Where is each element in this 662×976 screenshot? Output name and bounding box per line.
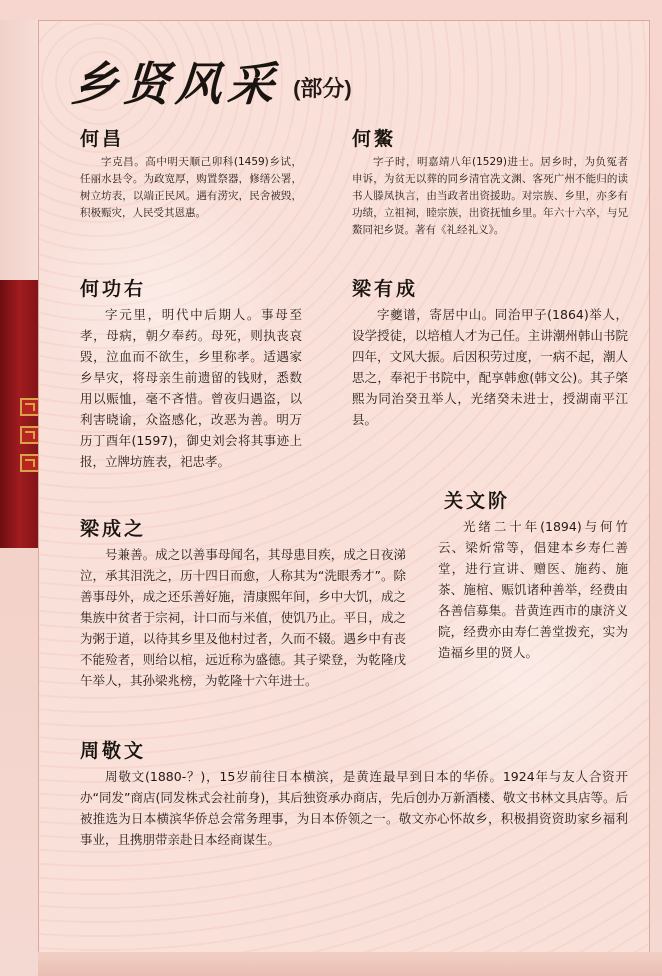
chinese-knot-icon — [20, 454, 40, 472]
left-frame-decoration — [0, 20, 39, 280]
person-name-liang-chengzhi: 梁成之 — [80, 518, 147, 540]
person-bio-liang-youcheng: 字夔谱，寄居中山。同治甲子(1864)举人，设学授徒，以培植人才为己任。主讲潮州韩山书院四年，文风大振。后因积劳过度，一病不起，潮人思之，奉祀于书院中，配享韩愈(韩文公)。其子棨熙为同治癸丑举人，光绪癸未进士，授湖南平江县。 — [352, 307, 628, 427]
person-name-guan-wenjie: 关文阶 — [444, 490, 511, 512]
page-subtitle: (部分) — [293, 76, 352, 101]
person-name-liang-youcheng: 梁有成 — [352, 278, 419, 300]
person-bio-he-ao: 字子时，明嘉靖八年(1529)进士。居乡时，为负冤者申诉，为贫无以葬的同乡清官冼文渊、客死广州不能归的读书人滕凤执言，由当政者出资援助。对宗族、乡里，亦多有功绩，立祖祠，睦宗族，出资抚恤乡里。年六十六卒，与兄鰲同祀乡贤。著有《礼经礼义》。 — [352, 156, 628, 236]
chinese-knot-icon — [20, 426, 40, 444]
person-bio-he-gongyou: 字元里，明代中后期人。事母至孝，母病，朝夕奉药。母死，则执丧哀毁，泣血而不欲生，乡里称孝。适遇家乡旱灾，将母亲生前遗留的钱财，悉数用以赈恤，毫不吝惜。曾夜归遇盗，以利害晓谕，众盗感化，改恶为善。明万历丁酉年(1597)，御史刘会将其事迹上报，立牌坊旌表，祀忠孝。 — [80, 307, 302, 469]
person-name-zhou-jingwen: 周敬文 — [80, 740, 147, 762]
page-title: 乡贤风采 — [69, 57, 282, 111]
chinese-knot-icon — [20, 398, 40, 416]
bottom-border-decoration — [38, 952, 662, 976]
person-bio-liang-chengzhi: 号兼善。成之以善事母闻名，其母患目疾，成之日夜涕泣，承其泪洗之，历十四日而愈，人称其为“洗眼秀才”。除善事母外，成之还乐善好施，清康熙年间，乡中大饥，成之集族中贫者于宗祠，计口而与米值，使饥乃止。平日，成之为粥于道，以待其乡里及他村过者，久而不辍。遇乡中有丧不能殓者，则给以棺，远近称为盛德。其子梁登，为乾隆戊午举人，其孙梁兆榜，为乾隆十六年进士。 — [80, 547, 406, 688]
person-bio-zhou-jingwen: 周敬文(1880-？)，15岁前往日本横滨，是黄连最早到日本的华侨。1924年与友人合资开办“同发”商店(同发株式会社前身)，其后独资承办商店，先后创办万新酒楼、敬文书林文具店等。后被推选为日本横滨华侨总会常务理事，为日本侨领之一。敬文亦心怀故乡，积极捐资资助家乡福利事业，且携朋带亲赴日本经商谋生。 — [80, 769, 628, 847]
page-heading — [69, 48, 352, 114]
person-bio-guan-wenjie: 光绪二十年(1894)与何竹云、梁炘常等，倡建本乡寿仁善堂，进行宣讲、赠医、施药、施茶、施棺、赈饥诸种善举，经费由各善信募集。昔黄连西市的康济义院，经费亦由寿仁善堂拨充，实为造福乡里的贤人。 — [438, 519, 628, 660]
person-bio-he-chang: 字克昌。高中明天顺己卯科(1459)乡试，任丽水县令。为政宽厚，购置祭器，修缮公署，树立坊表，以端正民风。遇有涝灾，民舍被毁，积极赈灾，人民受其恩惠。 — [80, 156, 302, 219]
person-name-he-gongyou: 何功右 — [80, 278, 147, 300]
person-name-he-chang: 何昌 — [80, 128, 125, 150]
person-name-he-ao: 何鰲 — [352, 128, 397, 150]
